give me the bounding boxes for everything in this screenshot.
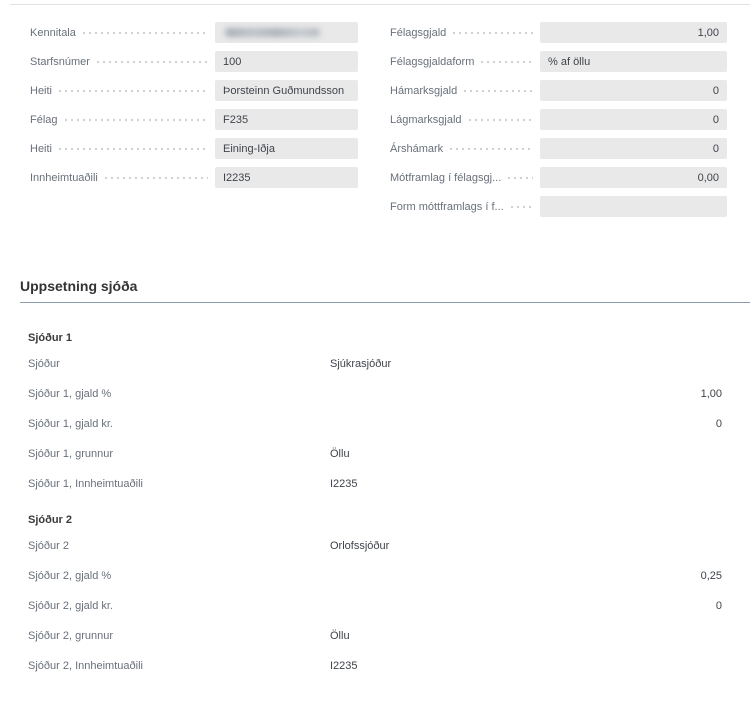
general-form <box>0 22 756 225</box>
fund-row <box>28 379 727 409</box>
fund-group-heading: Sjóður 1 <box>28 332 73 344</box>
field-value: % af öllu <box>548 55 591 68</box>
field-label: Heiti <box>30 84 53 97</box>
felagsgjaldaform-input[interactable] <box>540 51 727 72</box>
fund-group-1 <box>0 327 756 499</box>
fund-value: Sjúkrasjóður <box>330 358 392 370</box>
fund-label: Sjóður 2, gjald % <box>28 570 112 582</box>
field-row-kennitala <box>30 22 358 43</box>
felag-input[interactable] <box>215 109 358 130</box>
fund-value: 0,25 <box>700 570 722 582</box>
section-title: Uppsetning sjóða <box>20 277 750 303</box>
fund-groups <box>0 327 756 681</box>
dotted-leader <box>97 61 208 63</box>
fund-group-2 <box>0 509 756 681</box>
fund-value: 0 <box>715 418 722 430</box>
fund-row <box>28 591 727 621</box>
fund-row <box>28 349 727 379</box>
field-value: 0 <box>712 113 719 126</box>
top-divider <box>10 4 750 5</box>
field-label: Starfsnúmer <box>30 55 90 68</box>
form-motframlags-input[interactable] <box>540 196 727 217</box>
field-value: Eining-Iðja <box>223 142 275 155</box>
fund-row <box>28 409 727 439</box>
dotted-leader <box>464 90 533 92</box>
field-label: Félagsgjald <box>390 26 447 39</box>
kennitala-input[interactable] <box>215 22 358 43</box>
fund-label: Sjóður <box>28 358 60 370</box>
fund-value: I2235 <box>330 660 358 672</box>
fund-value: 1,00 <box>700 388 722 400</box>
field-row-heiti <box>30 80 358 101</box>
innheimtuadili-input[interactable] <box>215 167 358 188</box>
fund-value: 0 <box>715 600 722 612</box>
field-value: 0,00 <box>697 171 719 184</box>
dotted-leader <box>469 119 533 121</box>
field-row-hamarksgjald <box>390 80 727 101</box>
fund-value: I2235 <box>330 478 358 490</box>
field-label: Kennitala <box>30 26 76 39</box>
motframlag-input[interactable] <box>540 167 727 188</box>
fund-label: Sjóður 2, Innheimtuaðili <box>28 660 143 672</box>
dotted-leader <box>59 90 208 92</box>
heiti-felags-input[interactable] <box>215 138 358 159</box>
fund-label: Sjóður 2, grunnur <box>28 630 113 642</box>
field-row-felag <box>30 109 358 130</box>
field-label: Félag <box>30 113 58 126</box>
fund-group-heading: Sjóður 2 <box>28 514 73 526</box>
dotted-leader <box>450 148 533 150</box>
dotted-leader <box>105 177 208 179</box>
field-value: 0 <box>712 142 719 155</box>
field-row-felagsgjaldaform <box>390 51 727 72</box>
field-value: 0 <box>712 84 719 97</box>
field-row-innheimtuadili <box>30 167 358 188</box>
starfsnumer-input[interactable] <box>215 51 358 72</box>
fund-label: Sjóður 1, grunnur <box>28 448 113 460</box>
field-label: Lágmarksgjald <box>390 113 462 126</box>
dotted-leader <box>65 119 208 121</box>
fund-label: Sjóður 2, gjald kr. <box>28 600 113 612</box>
arshamark-input[interactable] <box>540 138 727 159</box>
fund-value: Öllu <box>330 448 350 460</box>
dotted-leader <box>59 148 208 150</box>
page <box>0 4 756 681</box>
funds-section <box>0 277 756 681</box>
form-right-column <box>390 22 727 225</box>
heiti-input[interactable] <box>215 80 358 101</box>
field-row-felagsgjald <box>390 22 727 43</box>
fund-label: Sjóður 1, gjald % <box>28 388 112 400</box>
field-row-lagmarksgjald <box>390 109 727 130</box>
form-left-column <box>30 22 358 225</box>
field-row-starfsnumer <box>30 51 358 72</box>
fund-row <box>28 651 727 681</box>
dotted-leader <box>511 206 533 208</box>
field-row-form-motframlags <box>390 196 727 217</box>
dotted-leader <box>453 32 533 34</box>
field-row-motframlag <box>390 167 727 188</box>
felagsgjald-input[interactable] <box>540 22 727 43</box>
fund-value: Öllu <box>330 630 350 642</box>
field-row-arshamark <box>390 138 727 159</box>
field-label: Heiti <box>30 142 53 155</box>
fund-label: Sjóður 2 <box>28 540 69 552</box>
field-label: Mótframlag í félagsgj... <box>390 171 502 184</box>
fund-row <box>28 439 727 469</box>
dotted-leader <box>481 61 533 63</box>
field-row-heiti-felags <box>30 138 358 159</box>
fund-value: Orlofssjóður <box>330 540 390 552</box>
field-value: I2235 <box>223 171 251 184</box>
fund-row <box>28 531 727 561</box>
fund-row <box>28 621 727 651</box>
field-label: Félagsgjaldaform <box>390 55 475 68</box>
fund-label: Sjóður 1, gjald kr. <box>28 418 113 430</box>
field-value: F235 <box>223 113 249 126</box>
field-label: Árshámark <box>390 142 444 155</box>
field-value: Þorsteinn Guðmundsson <box>223 84 345 97</box>
fund-row <box>28 469 727 499</box>
lagmarksgjald-input[interactable] <box>540 109 727 130</box>
field-value: 100 <box>223 55 242 68</box>
fund-row <box>28 561 727 591</box>
field-label: Form móttframlags í f... <box>390 200 504 213</box>
field-label: Innheimtuaðili <box>30 171 98 184</box>
redacted-value <box>225 28 320 37</box>
hamarksgjald-input[interactable] <box>540 80 727 101</box>
dotted-leader <box>508 177 533 179</box>
field-label: Hámarksgjald <box>390 84 458 97</box>
field-value: 1,00 <box>697 26 719 39</box>
fund-label: Sjóður 1, Innheimtuaðili <box>28 478 143 490</box>
dotted-leader <box>83 32 208 34</box>
